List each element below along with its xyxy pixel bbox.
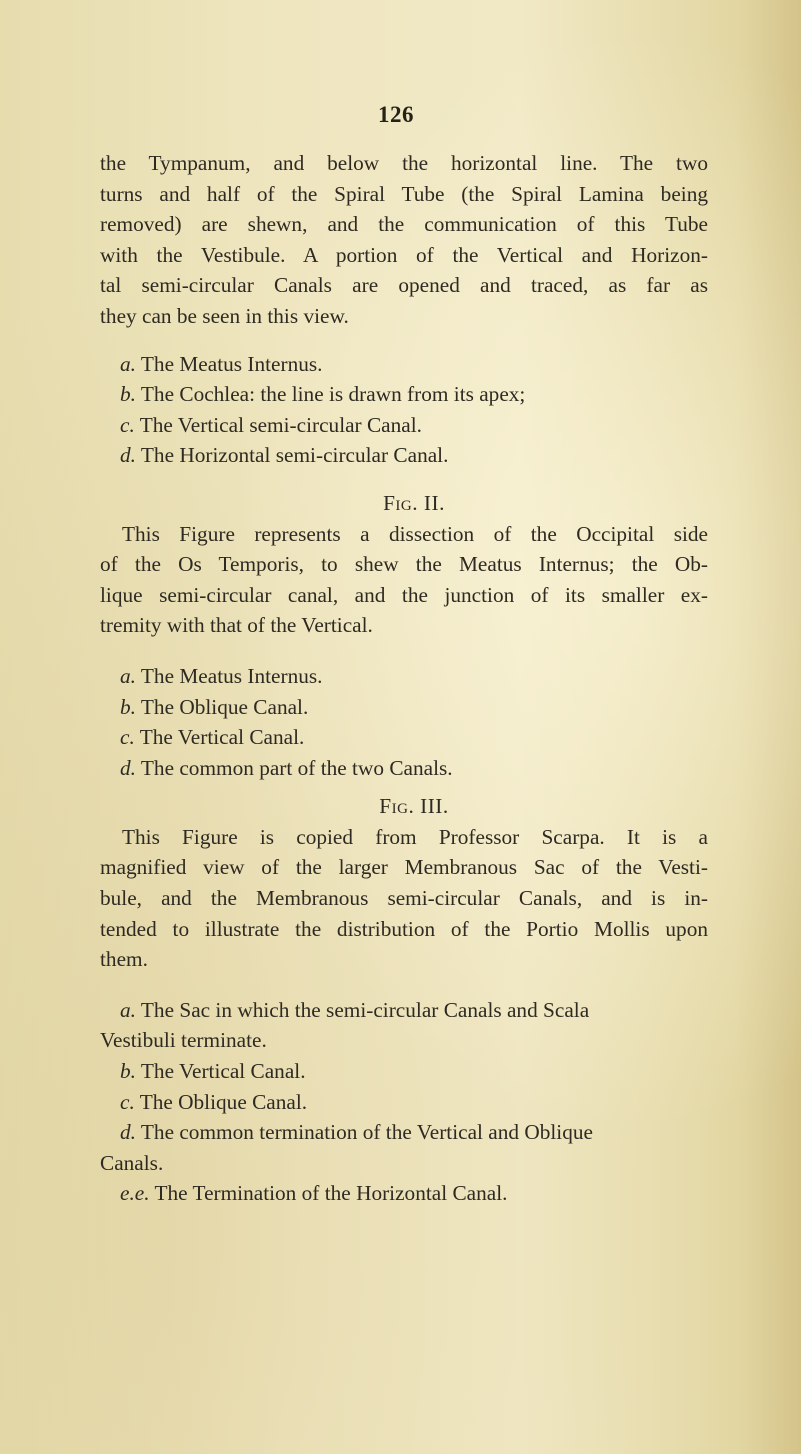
figure-heading: Fig. III. xyxy=(379,794,449,819)
legend-text-continued: Canals. xyxy=(100,1150,164,1175)
paragraph-line: they can be seen in this view. xyxy=(100,303,349,328)
paragraph-line: magnified view of the larger Membranous Sac of the Vesti- xyxy=(100,855,708,880)
legend-text: The Oblique Canal. xyxy=(135,694,309,719)
paragraph-line: the Tympanum, and below the horizontal line. The two xyxy=(100,151,708,175)
legend-item xyxy=(100,379,708,410)
page-body xyxy=(100,148,708,1209)
paragraph-line: lique semi-circular canal, and the junction of its smaller ex- xyxy=(100,582,708,607)
paragraph-line: turns and half of the Spiral Tube (the Spiral Lamina being xyxy=(100,181,708,206)
legend-text: The Horizontal semi-circular Canal. xyxy=(135,443,449,468)
paragraph-line: bule, and the Membranous semi-circular Canals, and is in- xyxy=(100,886,708,911)
legend-letter: a. xyxy=(120,351,136,376)
intro-paragraph xyxy=(100,148,708,332)
legend-item xyxy=(100,1178,708,1209)
paragraph-line: tended to illustrate the distribution of the Portio Mollis upon xyxy=(100,916,708,941)
legend-item xyxy=(100,1056,708,1087)
figure-heading: Fig. II. xyxy=(383,490,445,515)
figure-description xyxy=(100,822,708,975)
legend-item xyxy=(100,1117,708,1178)
paragraph-line: tal semi-circular Canals are opened and traced, as far as xyxy=(100,273,708,298)
legend-letter: c. xyxy=(120,1089,135,1114)
legend-item xyxy=(100,440,708,471)
legend-letter: e.e. xyxy=(120,1181,150,1206)
legend-letter: d. xyxy=(120,755,136,780)
legend-text: The Meatus Internus. xyxy=(135,351,323,376)
legend-text: The Vertical Canal. xyxy=(134,725,305,750)
legend-item xyxy=(100,722,708,753)
legend-text: The Meatus Internus. xyxy=(135,663,323,688)
legend-letter: c. xyxy=(120,412,135,437)
legend-letter: b. xyxy=(120,1059,136,1084)
figure-legend xyxy=(100,995,708,1209)
legend-text: The Oblique Canal. xyxy=(134,1089,308,1114)
legend-letter: c. xyxy=(120,725,135,750)
paragraph-line: This Figure is copied from Professor Scarpa. It is a xyxy=(122,824,708,849)
paragraph-line: tremity with that of the Vertical. xyxy=(100,613,373,638)
legend-letter: a. xyxy=(120,997,136,1022)
figure-legend xyxy=(100,661,708,783)
legend-text: The common part of the two Canals. xyxy=(135,755,453,780)
legend-text-continued: Vestibuli terminate. xyxy=(100,1028,267,1053)
legend-item xyxy=(100,753,708,784)
paragraph-line: them. xyxy=(100,947,148,972)
legend-item xyxy=(100,692,708,723)
figure-description xyxy=(100,519,708,641)
page-number: 126 xyxy=(378,102,414,127)
legend-text: The Vertical Canal. xyxy=(135,1059,306,1084)
legend-text: The Termination of the Horizontal Canal. xyxy=(149,1181,508,1206)
legend-item xyxy=(100,1087,708,1118)
legend-letter: d. xyxy=(120,443,136,468)
legend-letter: a. xyxy=(120,663,136,688)
legend-item xyxy=(100,661,708,692)
legend-text: The Vertical semi-circular Canal. xyxy=(134,412,422,437)
legend-letter: b. xyxy=(120,382,136,407)
legend-item xyxy=(100,410,708,441)
paragraph-line: of the Os Temporis, to shew the Meatus Internus; the Ob- xyxy=(100,552,708,577)
legend-text: The common termination of the Vertical and Oblique xyxy=(135,1120,593,1145)
paragraph-line: This Figure represents a dissection of the Occipital side xyxy=(122,521,708,546)
legend-letter: b. xyxy=(120,694,136,719)
paragraph-line: with the Vestibule. A portion of the Vertical and Horizon- xyxy=(100,242,708,267)
legend-item xyxy=(100,995,708,1056)
intro-legend xyxy=(100,349,708,471)
legend-text: The Sac in which the semi-circular Canals and Scala xyxy=(135,997,590,1022)
legend-text: The Cochlea: the line is drawn from its apex; xyxy=(135,382,526,407)
legend-item xyxy=(100,349,708,380)
paragraph-line: removed) are shewn, and the communication of this Tube xyxy=(100,212,708,237)
legend-letter: d. xyxy=(120,1120,136,1145)
